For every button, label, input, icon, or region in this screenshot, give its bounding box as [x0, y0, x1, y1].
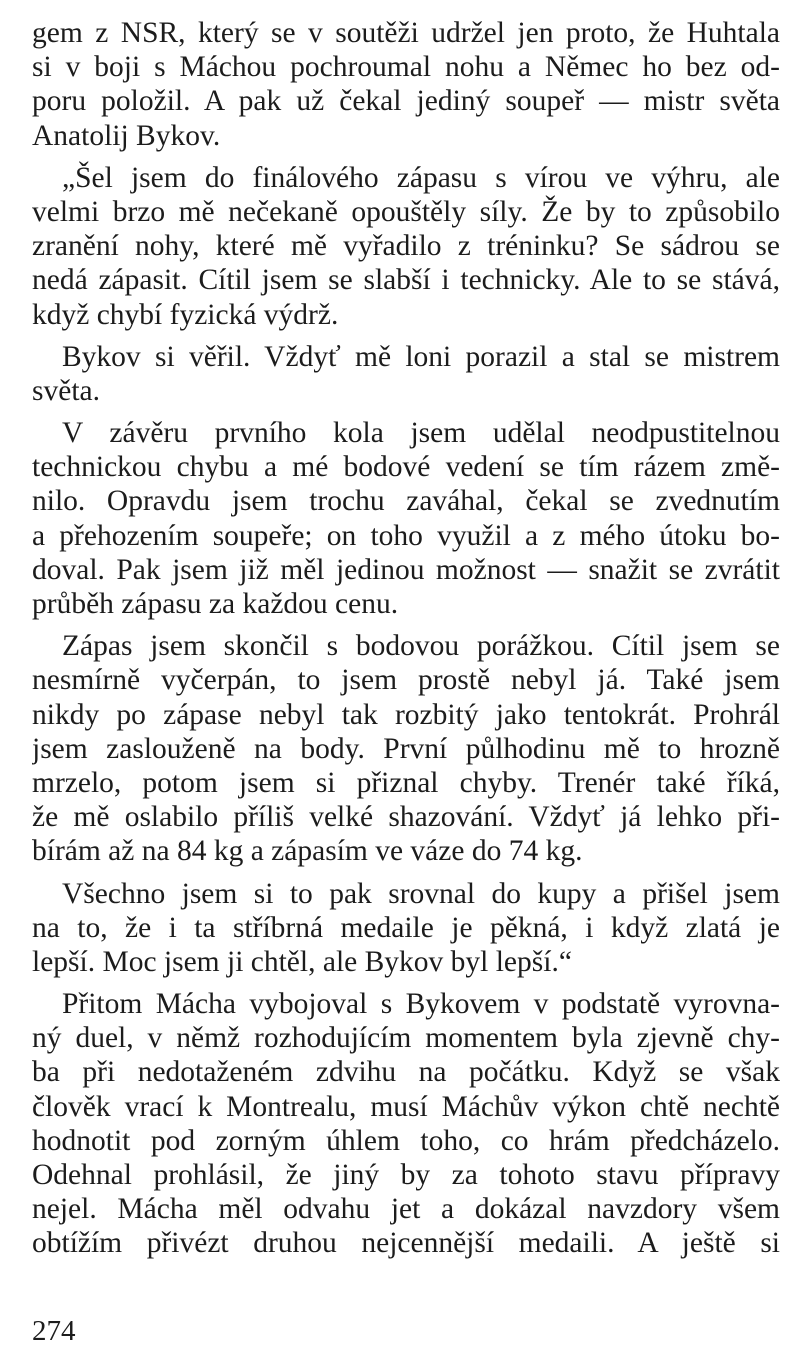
text-line: poru položil. A pak už čekal jediný soupeř — mistr světa: [32, 85, 780, 118]
book-page-text: [32, 16, 780, 1261]
paragraph: [32, 416, 780, 621]
paragraph: [32, 16, 780, 153]
text-line: průběh zápasu za každou cenu.: [32, 588, 399, 620]
text-line: ný duel, v němž rozhodujícím momentem byla zjevně chy-: [32, 1022, 780, 1055]
text-line: když chybí fyzická výdrž.: [32, 298, 339, 331]
text-line: technickou chybu a mé bodové vedení se tím rázem změ-: [32, 451, 780, 484]
text-line: Odehnal prohlásil, že jiný by za tohoto stavu přípravy: [32, 1159, 780, 1191]
text-line: bírám až na 84 kg a zápasím ve váze do 74 kg.: [32, 835, 583, 868]
text-line: že mě oslabilo příliš velké shazování. Vždyť já lehko při-: [32, 801, 780, 834]
text-line: nedá zápasit. Cítil jsem se slabší i technicky. Ale to se stává,: [32, 264, 780, 297]
text-line: světa.: [32, 374, 100, 407]
paragraph: [32, 877, 780, 980]
text-line: nesmírně vyčerpán, to jsem prostě nebyl já. Také jsem: [32, 664, 780, 697]
text-line: mrzelo, potom jsem si přiznal chyby. Trenér také říká,: [32, 766, 780, 799]
text-line: Zápas jsem skončil s bodovou porážkou. Cítil jsem se: [62, 630, 780, 663]
paragraph: [32, 987, 780, 1261]
paragraph: [32, 161, 780, 332]
text-line: Anatolij Bykov.: [32, 119, 221, 152]
text-line: lepší. Moc jsem ji chtěl, ale Bykov byl lepší.“: [32, 945, 572, 978]
text-line: hodnotit pod zorným úhlem toho, co hrám předcházelo.: [32, 1124, 780, 1157]
text-line: obtížím přivézt druhou nejcennější medaili. A ještě si: [32, 1227, 780, 1260]
text-line: člověk vrací k Montrealu, musí Máchův výkon chtě nechtě: [32, 1090, 780, 1123]
text-line: velmi brzo mě nečekaně opouštěly síly. Že by to způsobilo: [32, 195, 780, 228]
text-line: Bykov si věřil. Vždyť mě loni porazil a stal se mistrem: [62, 340, 780, 373]
text-line: Všechno jsem si to pak srovnal do kupy a přišel jsem: [62, 877, 780, 910]
text-line: gem z NSR, který se v soutěži udržel jen proto, že Huhtala: [32, 17, 780, 49]
text-line: nikdy po zápase nebyl tak rozbitý jako tentokrát. Prohrál: [32, 698, 780, 731]
text-line: „Šel jsem do finálového zápasu s vírou ve výhru, ale: [62, 161, 780, 194]
page-number: 274: [32, 1315, 76, 1347]
text-line: doval. Pak jsem již měl jedinou možnost — snažit se zvrátit: [32, 553, 780, 586]
paragraph: [32, 340, 780, 408]
text-line: si v boji s Máchou pochroumal nohu a Němec ho bez od-: [32, 51, 780, 84]
text-line: Přitom Mácha vybojoval s Bykovem v podstatě vyrovna-: [62, 988, 780, 1021]
text-line: na to, že i ta stříbrná medaile je pěkná, i když zlatá je: [32, 911, 780, 944]
text-line: V závěru prvního kola jsem udělal neodpustitelnou: [62, 417, 780, 450]
text-line: a přehozením soupeře; on toho využil a z mého útoku bo-: [32, 519, 780, 552]
text-line: ba při nedotaženém zdvihu na počátku. Když se však: [32, 1056, 780, 1089]
text-line: zranění nohy, které mě vyřadilo z tréninku? Se sádrou se: [32, 230, 780, 263]
text-line: nejel. Mácha měl odvahu jet a dokázal navzdory všem: [32, 1193, 780, 1226]
text-line: nilo. Opravdu jsem trochu zaváhal, čekal se zvednutím: [32, 485, 780, 518]
text-line: jsem zaslouženě na body. První půlhodinu mě to hrozně: [32, 732, 780, 765]
paragraph: [32, 629, 780, 868]
